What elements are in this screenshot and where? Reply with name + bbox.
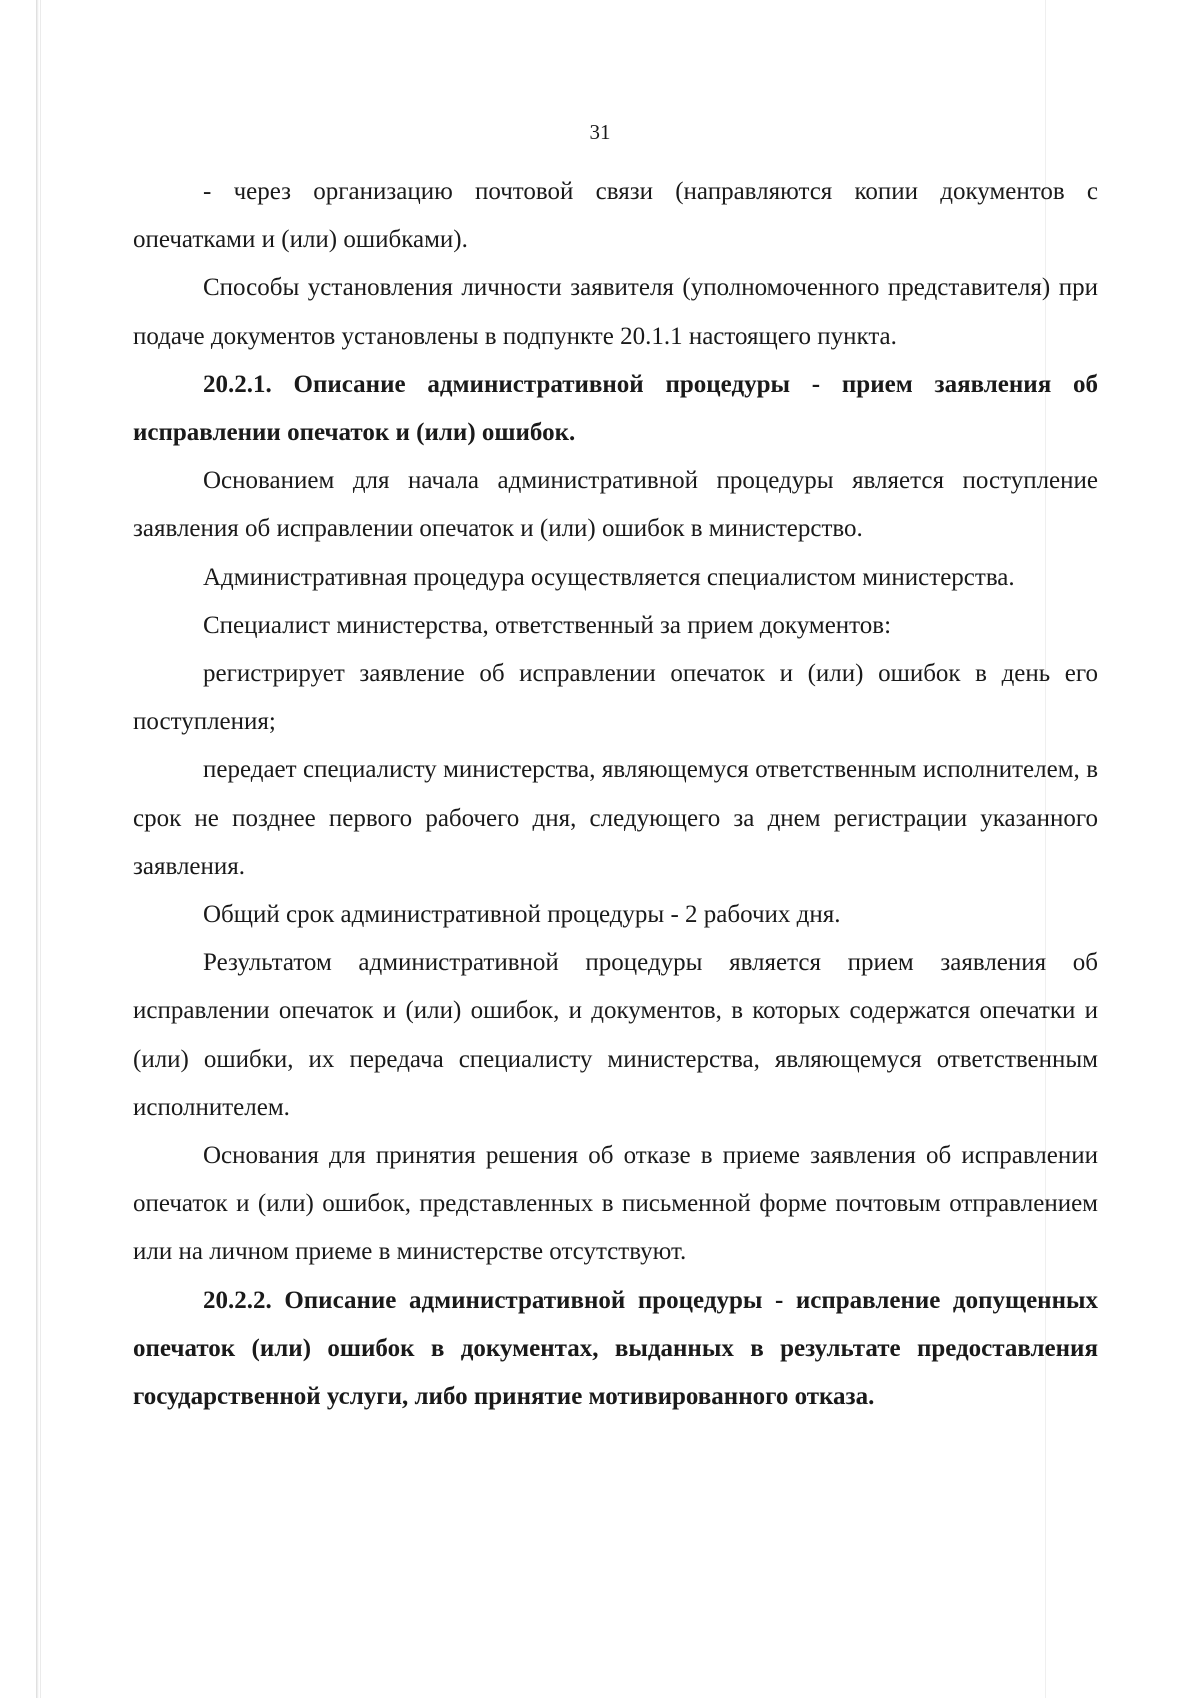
page-number: 31 bbox=[589, 120, 611, 144]
paragraph: Способы установления личности заявителя (уполномоченного представителя) при подаче документов установлены в подпункте 20.1.1 настоящего пункта. bbox=[133, 274, 1098, 350]
paragraph: Основания для принятия решения об отказе в приеме заявления об исправлении опечаток и (или) ошибок, представленных в письменной форме почтовым отправлением или на личном приеме в министерстве отсутствуют. bbox=[133, 1142, 1098, 1266]
paragraph: Административная процедура осуществляется специалистом министерства. bbox=[203, 563, 1015, 591]
paragraph: Специалист министерства, ответственный за прием документов: bbox=[203, 611, 892, 639]
paragraph: Общий срок административной процедуры - 2 рабочих дня. bbox=[203, 901, 841, 929]
section-heading: 20.2.2. Описание административной процедуры - исправление допущенных опечаток (или) ошибок в документах, выданных в результате предоставления государственной услуги, либо принятие мотивированного отказа. bbox=[133, 1286, 1098, 1411]
paragraph: передает специалисту министерства, являющемуся ответственным исполнителем, в срок не позднее первого рабочего дня, следующего за днем регистрации указанного заявления. bbox=[133, 756, 1098, 880]
paragraph: - через организацию почтовой связи (направляются копии документов с опечатками и (или) ошибками). bbox=[133, 178, 1098, 254]
paragraph: Основанием для начала административной процедуры является поступление заявления об исправлении опечаток и (или) ошибок в министерство. bbox=[133, 467, 1098, 543]
paragraph: регистрирует заявление об исправлении опечаток и (или) ошибок в день его поступления; bbox=[133, 660, 1098, 736]
scan-edge-line bbox=[40, 0, 41, 1698]
paragraph: Результатом административной процедуры является прием заявления об исправлении опечаток и (или) ошибок, и документов, в которых содержатся опечатки и (или) ошибки, их передача специалисту министерства, являющемуся ответственным исполнителем. bbox=[133, 949, 1098, 1121]
section-heading: 20.2.1. Описание административной процедуры - прием заявления об исправлении опечаток и (или) ошибок. bbox=[133, 370, 1098, 447]
scan-edge-shadow bbox=[36, 0, 39, 1698]
document-body bbox=[133, 168, 1098, 1421]
